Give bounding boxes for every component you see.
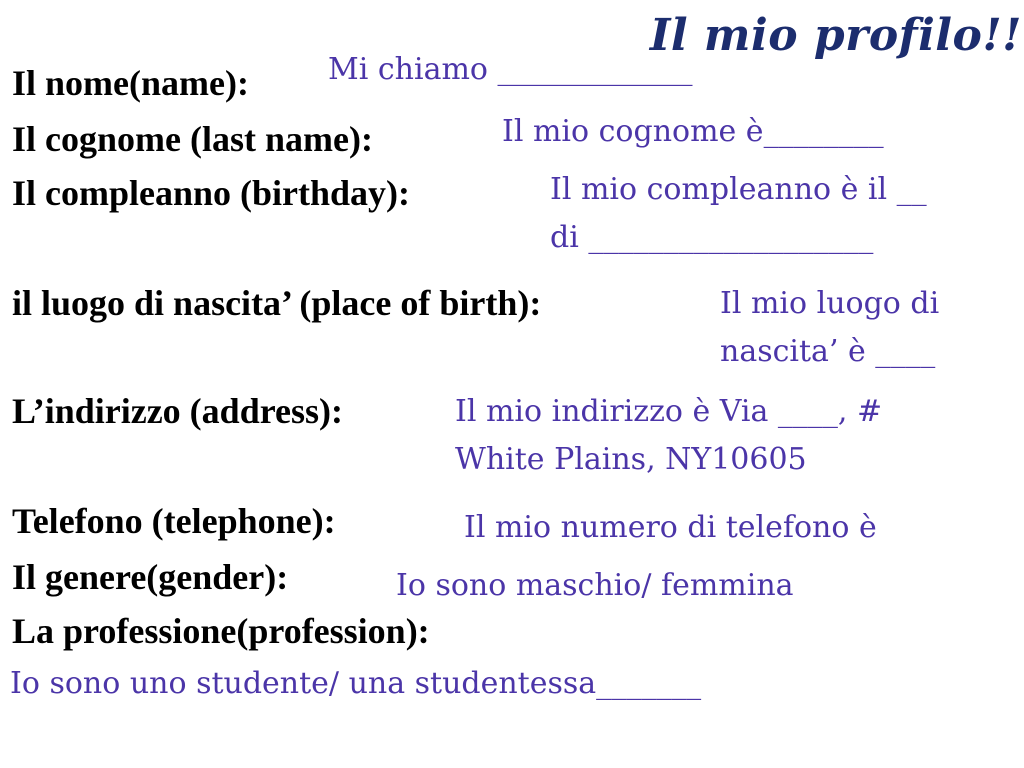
answer-name: Mi chiamo _____________ [328,52,693,87]
label-address: L’indirizzo (address): [12,391,344,431]
label-last-name: Il cognome (last name): [12,119,373,159]
answer-profession: Io sono uno studente/ una studentessa_______ [10,666,702,701]
label-place-of-birth: il luogo di nascita’ (place of birth): [12,283,542,323]
page-title: Il mio profilo!! [649,10,1022,61]
answer-place-of-birth: Il mio luogo di [720,286,940,321]
answer-birthday-line2: di ___________________ [550,220,874,255]
label-birthday: Il compleanno (birthday): [12,173,411,213]
answer-place-of-birth-line2: nascita’ è ____ [720,334,936,369]
answer-address-line2: White Plains, NY10605 [455,442,807,477]
answer-address: Il mio indirizzo è Via ____, # [455,394,883,429]
label-name: Il nome(name): [12,63,249,103]
answer-birthday: Il mio compleanno è il __ [550,172,927,207]
answer-last-name: Il mio cognome è________ [502,114,884,149]
label-profession: La professione(profession): [12,611,430,651]
answer-telephone: Il mio numero di telefono è [464,510,877,545]
label-gender: Il genere(gender): [12,557,289,597]
answer-gender: Io sono maschio/ femmina [396,568,794,603]
label-telephone: Telefono (telephone): [12,501,336,541]
